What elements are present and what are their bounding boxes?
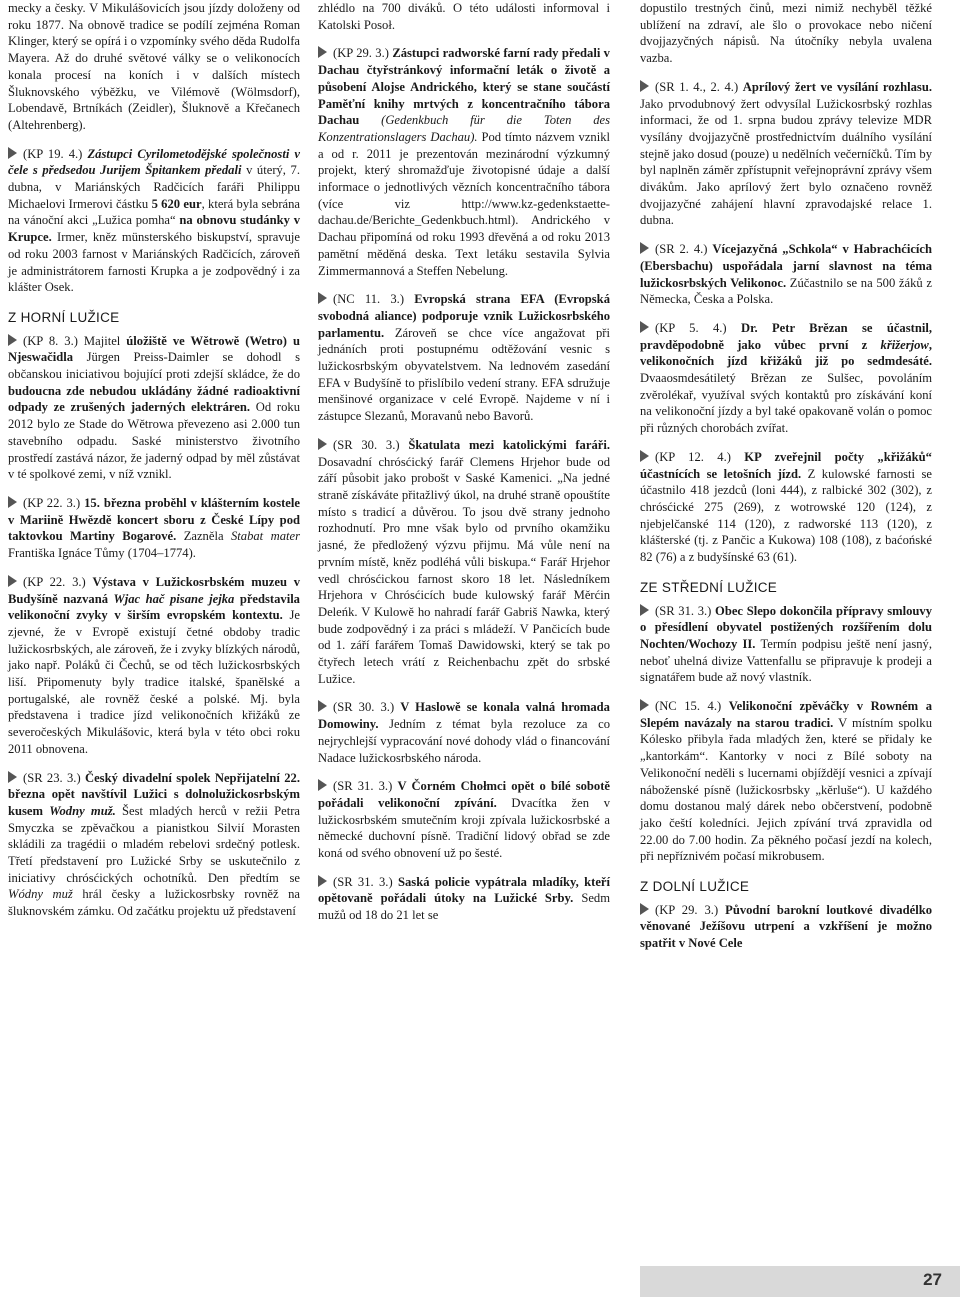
source-ref: (SR 1. 4., 2. 4.) bbox=[655, 79, 739, 94]
source-ref: (NC 15. 4.) bbox=[655, 699, 722, 714]
arrow-icon bbox=[8, 147, 17, 159]
article-paragraph: dopustilo trestných činů, mezi nimiž nechyběl těžké ublížení na zdraví, ale šlo o provokace nebo ničení dvojjazyčných nápisů. Na útočníky nebyla uvalena vazba. bbox=[640, 1, 932, 66]
news-item: (KP 19. 4.) Zástupci Cyrilometodějské společnosti v čele s předsedou Jurijem Špitankem předali v úterý, 7. dubna, v Mariánských Radčicích faráři Philippu Michaelovi Irmerovi částku 5 620 eur, která byla sebrána na vánoční akci „Lužica pomha“ na obnovu studánky v Krupce. Irmer, kněz münsterského biskupství, spravuje od roku 2003 farnost v Mariánských Radčicích, zároveň je administrátorem farnosti Krupka a je zodpovědný i za klášter Osek. bbox=[8, 146, 300, 295]
arrow-icon bbox=[318, 779, 327, 791]
news-item: (KP 12. 4.) KP zveřejnil počty „křižáků“ účastnících se letošních jízd. Z kulowské farnosti se účastnilo 418 jezdců (loni 444), z ralbické 302 (302), z chrósćické 275 (269), z wotrowské 120 (124), z njebjelčanské 114 (120), z radworské 113 (120), z klášterské (tj. z Pančic a Kukowa) 108 (108), z baćońské 82 (76) a z budyšínské 63 (61). bbox=[640, 449, 932, 565]
news-item: (SR 31. 3.) Saská policie vypátrala mladíky, kteří opětovaně pořádali útoky na Lužické Srby. Sedm mužů od 18 do 21 let se bbox=[318, 874, 611, 923]
source-ref: (SR 30. 3.) bbox=[333, 437, 400, 452]
news-item: (SR 30. 3.) Škatulata mezi katolickými faráři. Dosavadní chrósćický farář Clemens Hrjehor bude od září působit jako probošt v Saské Kamenici. „Na jedné straně získáváte přitažlivý úkol, na druhé straně opouštíte místo s tradicí a důvěrou. To jsou dvě strany jednoho rozhodnutí. Pro mne však bylo od prvního okamžiku jasné, že předložený výzvu přijmu. Má vůle není na prvním místě, kněz podléhá vůli biskupa.“ Farář Hrjehor vedl chrósćickou farnost skoro 18 let. Následníkem Hrjehora v Chrósćicích bude kulowský farář Měrćin Deleńk. V Kulowě ho nahradí farář Gabriš Nawka, který bude zodpovědný i za práci s mládeží. V Pančicích bude od 1. září farářem Tomaš Dawidowski, který se tak po čtyřech letech vrátí z Reichenbachu zpět do srbské Lužice. bbox=[318, 437, 610, 686]
arrow-icon bbox=[640, 604, 649, 616]
news-item: (SR 31. 3.) Obec Slepo dokončila přípravy smlouvy o přesídlení obyvatel postižených rozšířením dolu Nochten/Wochozy II. Termín podpisu ještě není jasný, neboť uhelná divize Vattenfallu se připravuje k prodeji a signatářem bude až nový vlastník. bbox=[640, 603, 932, 685]
news-item: (KP 8. 3.) Majitel úložiště ve Wětrowě (Wetro) u Njeswačidla Jürgen Preiss-Daimler se dohodl s občanskou iniciativou bojující proti zdejší skládce, že do budoucna zde nebudou ukládány žádné radioaktivní odpady ze zrušených jaderných elektráren. Od roku 2012 bylo ze Stade do Wětrowa převezeno asi 2.000 tun stavebního odpadu. Saské ministerstvo životního prostředí zastává názor, že jaderný odpad by měl zůstávat v té spolkové zemi, v níž vznikl. bbox=[8, 333, 301, 482]
news-item: (KP 22. 3.) 15. března proběhl v klášterním kostele v Mariině Hwězdě koncert sboru z České Lípy pod taktovkou Martiny Bogarové. Zazněla Stabat mater Františka Ignáce Tůmy (1704–1774). bbox=[8, 495, 301, 561]
page-number: 27 bbox=[923, 1270, 942, 1289]
source-ref: (KP 22. 3.) bbox=[23, 574, 86, 589]
column-3 bbox=[640, 0, 932, 964]
news-item: (SR 2. 4.) Vícejazyčná „Schkola“ v Habrachćicích (Ebersbachu) uspořádala jarní slavnost na téma lužickosrbských Velikonoc. Zúčastnilo se na 500 žáků z Německa, Česka a Polska. bbox=[640, 242, 932, 307]
arrow-icon bbox=[640, 699, 649, 711]
arrow-icon bbox=[8, 771, 17, 783]
arrow-icon bbox=[8, 334, 17, 346]
arrow-icon bbox=[8, 575, 17, 587]
column-2 bbox=[318, 0, 610, 936]
news-item: (KP 22. 3.) Výstava v Lužickosrbském muzeu v Budyšíně nazvaná Wjac hač pisane jejka představila velikonoční zvyky v širším evropském kontextu. Je zjevné, že v Evropě existují četné obdoby tradic lužickosrbských, ale zároveň, že i zvyky blízkých národů, jako např. Poláků či Čechů, se od těch lužickosrbských liší. Připomenuty byly tradice italské, španělské a portugalské, ale rovněž české a polské. Mj. byla představena i tradice jízd velikonočních křižáků ze severočeských Mikulášovic, která byla v této obci roku 2011 obnovena. bbox=[8, 574, 301, 756]
source-ref: (NC 11. 3.) bbox=[333, 292, 405, 307]
arrow-icon bbox=[640, 450, 649, 462]
news-item: (SR 1. 4., 2. 4.) Aprílový žert ve vysílání rozhlasu. Jako prvodubnový žert odvysílal Lužickosrbský rozhlas informaci, že od 1. srpna budou zprávy televize MDR vysílány dvojjazyčně prostřednictvím duálního vysílání stejně jako dosud (pouze) u nedělních večerníčků. Tím by byl naplněn záměr zpřístupnit veřejnoprávní zprávy všem divákům. Jako aprílový žert bylo označeno rovněž dvojjazyčné zahájení hlavní zpravodajské relace 1. dubna. bbox=[640, 79, 932, 228]
source-ref: (KP 8. 3.) bbox=[23, 333, 78, 348]
arrow-icon bbox=[318, 700, 327, 712]
arrow-icon bbox=[318, 438, 327, 450]
source-ref: (KP 5. 4.) bbox=[655, 320, 727, 335]
news-item: (NC 11. 3.) Evropská strana EFA (Evropská svobodná aliance) podporuje vznik Lužickosrbského parlamentu. Zároveň se chce více angažovat při jednáních proti postupnému odtěžování vesnic s lužickosrbským obyvatelstvem. Na lednovém zasedání EFA v Budyšíně to přislíbilo vedení strany. EFA sdružuje menšinové organizace v celé Evropě. Najdeme v ní i zástupce Slezanů, Moravanů nebo Bavorů. bbox=[318, 292, 610, 424]
source-ref: (SR 31. 3.) bbox=[333, 779, 393, 794]
section-heading: ZE STŘEDNÍ LUŽICE bbox=[640, 579, 778, 595]
article-paragraph: zhlédlo na 700 diváků. O této události informoval i Katolski Posoł. bbox=[318, 1, 610, 32]
source-ref: (KP 19. 4.) bbox=[23, 146, 83, 161]
arrow-icon bbox=[318, 875, 327, 887]
article-paragraph: mecky a česky. V Mikulášovicích jsou jízdy doloženy od roku 1877. Na obnově tradice se podílí zejména Roman Klinger, který se opírá i o vzpomínky svého děda Rudolfa Mayera. Až do druhé světové války se o velikonocích konala procesí na koních i v dalších místech Šluknovského výběžku, ve Vilémově (Wölmsdorf), Lobendavě, Brtníkách (Zeidler), Šluknově a Křečanech (Altehrenberg). bbox=[8, 1, 300, 132]
source-ref: (SR 23. 3.) bbox=[23, 770, 81, 785]
news-item: (NC 15. 4.) Velikonoční zpěváčky v Rowném a Slepém navázaly na starou tradici. V místním spolku Kólesko přibyla řada mladých žen, které se přidaly ke „kantorkám“. Kantorky v noci z Bílé soboty na Velikonoční neděli s lucernami objíždějí vesnici a zpívají náboženské písně (lužickosrbsky „kěrluše“). U každého domu dostanou malý dárek nebo občerstvení, podobně jako čeští koledníci. Jejich zpívání trvá zpravidla od 22.00 do 7.00 hodin. Za pěkného počasí jezdí na kolech, při nepříznivém počasí mikrobusem. bbox=[640, 699, 933, 864]
arrow-icon bbox=[318, 292, 327, 304]
footer-band bbox=[640, 1266, 960, 1297]
column-1 bbox=[8, 0, 300, 932]
source-ref: (KP 22. 3.) bbox=[23, 495, 81, 510]
section-heading: Z HORNÍ LUŽICE bbox=[8, 309, 120, 325]
arrow-icon bbox=[640, 321, 649, 333]
arrow-icon bbox=[640, 242, 649, 254]
source-ref: (KP 29. 3.) bbox=[333, 46, 389, 61]
section-heading: Z DOLNÍ LUŽICE bbox=[640, 879, 750, 895]
news-item: (KP 29. 3.) Původní barokní loutkové divadélko věnované Ježíšovu utrpení a vzkříšení je možno spatřit v Nové Cele bbox=[640, 902, 932, 951]
news-item: (SR 31. 3.) V Čorném Chołmci opět o bílé sobotě pořádali velikonoční zpívání. Dvacítka žen v lužickosrbském smutečním kroji zpívala lužickosrbské a německé duchovní písně. Tradiční lidový obřad se zde koná od svého obnovení už po šesté. bbox=[318, 779, 610, 861]
source-ref: (SR 31. 3.) bbox=[655, 603, 712, 618]
arrow-icon bbox=[318, 46, 327, 58]
news-item: (KP 29. 3.) Zástupci radworské farní rady předali v Dachau čtyřstránkový informační leták o životě a působení Alojse Andrického, který se stane součástí Paměťní knihy mrtvých z koncentračního tábora Dachau (Gedenkbuch für die Toten des Konzentrationslagers Dachau). Pod tímto názvem vznikl a od r. 2011 je prezentován mezinárodní výzkumný projekt, který shromažďuje životopisné údaje a další informace o jednotlivých vězních koncentračního tábora (více viz http://www.kz-gedenkstaette-dachau.de/Berichte_Gedenkbuch.html). Andrického v Dachau připomíná od roku 1993 dřevěná a od roku 2013 pamětní měděná deska. Text letáku sestavila Sylvia Zimmermannová a Steffen Nebelung. bbox=[318, 46, 610, 278]
arrow-icon bbox=[8, 496, 17, 508]
source-ref: (SR 30. 3.) bbox=[333, 700, 395, 715]
news-item: (SR 23. 3.) Český divadelní spolek Nepřijatelní 22. března opět navštívil Lužici s dolnolužickosrbským kusem Wodny muž. Šest mladých herců v režii Petra Smyczka se zpěvačkou a pianistkou Silvií Morasten skládili za tragédii o mladém rebelovi srdečný potlesk. Třetí představení pro Lužické Srby se uskutečnilo z iniciativy chrósćických ochotníků. Den předtím se Wódny muž hrál česky a lužickosrbsky rovněž na šluknovském zámku. Od začátku projektu už představení bbox=[8, 770, 301, 919]
arrow-icon bbox=[640, 80, 649, 92]
source-ref: (KP 29. 3.) bbox=[655, 902, 719, 917]
arrow-icon bbox=[640, 903, 649, 915]
source-ref: (KP 12. 4.) bbox=[655, 449, 731, 464]
news-item: (SR 30. 3.) V Haslowě se konala valná hromada Domowiny. Jedním z témat byla rezoluce za co nejrychlejší vypracování nové dohody vlád o financování Nadace lužickosrbského národa. bbox=[318, 700, 610, 765]
source-ref: (SR 2. 4.) bbox=[655, 242, 708, 257]
news-item: (KP 5. 4.) Dr. Petr Brězan se účastnil, pravděpodobně jako vůbec první z křižerjow, velikonočních jízd křižáků již po sedmdesáté. Dvaaosmdesátiletý Brězan ze Sulšec, povoláním zvěrolékař, využíval svých kontaktů pro získávání koní na velikonoční jízdy a byl také opakovaně volán o pomoc při různých chorobách zvířat. bbox=[640, 320, 932, 436]
source-ref: (SR 31. 3.) bbox=[333, 874, 393, 889]
